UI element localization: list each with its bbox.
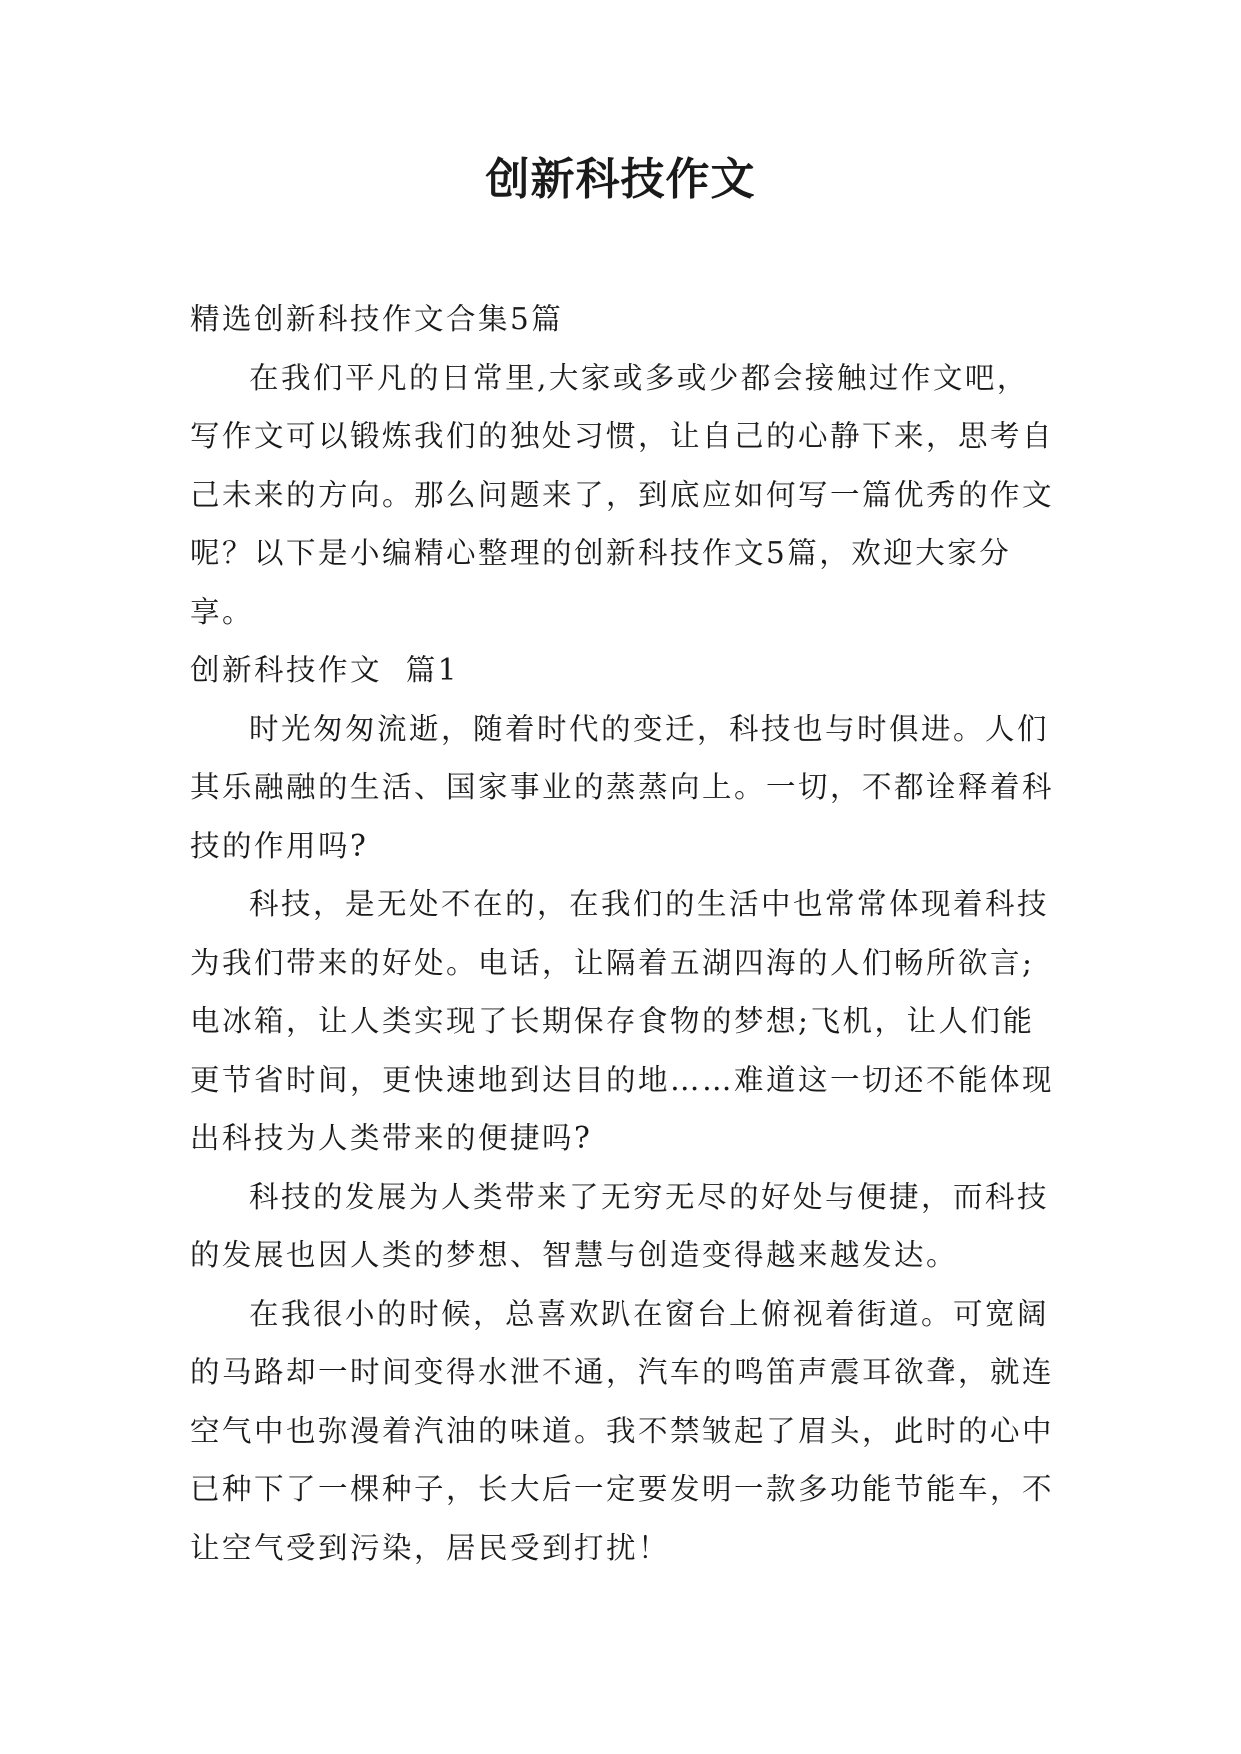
body-paragraph: 科技的发展为人类带来了无穷无尽的好处与便捷，而科技的发展也因人类的梦想、智慧与创造变得越来越发达。 bbox=[190, 1179, 1050, 1272]
body-paragraph: 在我很小的时候，总喜欢趴在窗台上俯视着街道。可宽阔的马路却一时间变得水泄不通，汽车的鸣笛声震耳欲聋，就连空气中也弥漫着汽油的味道。我不禁皱起了眉头，此时的心中已种下了一棵种子，长大后一定要发明一款多功能节能车，不让空气受到污染，居民受到打扰！ bbox=[190, 1296, 1055, 1565]
body-paragraph: 科技，是无处不在的，在我们的生活中也常常体现着科技为我们带来的好处。电话，让隔着五湖四海的人们畅所欲言;电冰箱，让人类实现了长期保存食物的梦想;飞机，让人们能更节省时间，更快速地到达目的地……难道这一切还不能体现出科技为人类带来的便捷吗? bbox=[190, 887, 1055, 1155]
intro-paragraph: 在我们平凡的日常里,大家或多或少都会接触过作文吧，写作文可以锻炼我们的独处习惯，让自己的心静下来，思考自己未来的方向。那么问题来了，到底应如何写一篇优秀的作文呢？以下是小编精心整理的创新科技作文5篇，欢迎大家分享。 bbox=[190, 360, 1055, 629]
body-paragraph: 时光匆匆流逝，随着时代的变迁，科技也与时俱进。人们其乐融融的生活、国家事业的蒸蒸向上。一切，不都诠释着科技的作用吗? bbox=[190, 711, 1055, 863]
document-body bbox=[190, 290, 1060, 1577]
intro-heading: 精选创新科技作文合集5篇 bbox=[190, 302, 564, 336]
document-title: 创新科技作文 bbox=[485, 154, 756, 205]
section-heading: 创新科技作文 篇1 bbox=[190, 653, 460, 687]
